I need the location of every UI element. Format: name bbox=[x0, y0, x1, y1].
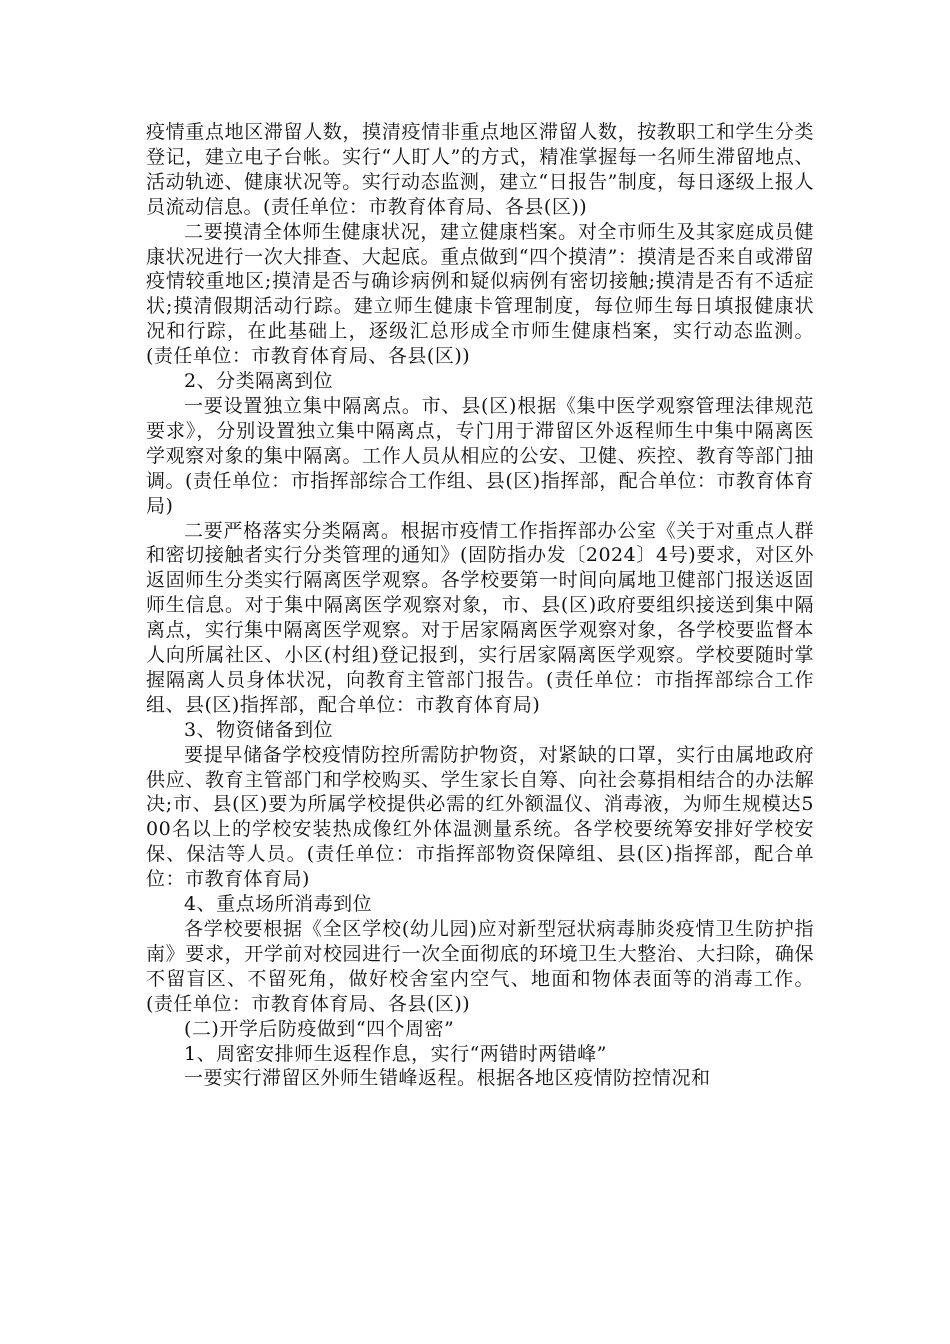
section-heading: 3、物资储备到位 bbox=[184, 718, 334, 741]
section-heading: 2、分类隔离到位 bbox=[184, 370, 334, 393]
paragraph: 各学校要根据《全区学校(幼儿园)应对新型冠状病毒肺炎疫情卫生防护指南》要求，开学前对校园进行一次全面彻底的环境卫生大整治、大扫除，确保不留盲区、不留死角，做好校舍室内空气、地面和物体表面等的消毒工作。(责任单位：市教育体育局、各县(区)) bbox=[146, 918, 814, 1015]
paragraph: 二要摸清全体师生健康状况，建立健康档案。对全市师生及其家庭成员健康状况进行一次大排查、大起底。重点做到“四个摸清”：摸清是否来自或滞留疫情较重地区;摸清是否与确诊病例和疑似病例有密切接触;摸清是否有不适症状;摸清假期活动行踪。建立师生健康卡管理制度，每位师生每日填报健康状况和行踪，在此基础上，逐级汇总形成全市师生健康档案，实行动态监测。(责任单位：市教育体育局、各县(区)) bbox=[146, 220, 814, 368]
paragraph: 疫情重点地区滞留人数，摸清疫情非重点地区滞留人数，按教职工和学生分类登记，建立电子台帐。实行“人盯人”的方式，精准掌握每一名师生滞留地点、活动轨迹、健康状况等。实行动态监测，建立“日报告”制度，每日逐级上报人员流动信息。(责任单位：市教育体育局、各县(区)) bbox=[146, 121, 814, 218]
paragraph: 一要设置独立集中隔离点。市、县(区)根据《集中医学观察管理法律规范要求》，分别设置独立集中隔离点，专门用于滞留区外返程师生中集中隔离医学观察对象的集中隔离。工作人员从相应的公安、卫健、疾控、教育等部门抽调。(责任单位：市指挥部综合工作组、县(区)指挥部，配合单位：市教育体育局) bbox=[146, 394, 814, 517]
paragraph: 要提早储备学校疫情防控所需防护物资，对紧缺的口罩，实行由属地政府供应、教育主管部门和学校购买、学生家长自筹、向社会募捐相结合的办法解决;市、县(区)要为所属学校提供必需的红外额温仪、消毒液，为师生规模达500名以上的学校安装热成像红外体温测量系统。各学校要统筹安排好学校安保、保洁等人员。(责任单位：市指挥部物资保障组、县(区)指挥部，配合单位：市教育体育局) bbox=[146, 743, 814, 891]
section-heading: 1、周密安排师生返程作息，实行“两错时两错峰” bbox=[184, 1042, 608, 1065]
document-body bbox=[146, 120, 814, 1091]
section-heading: (二)开学后防疫做到“四个周密” bbox=[184, 1017, 455, 1040]
paragraph: 二要严格落实分类隔离。根据市疫情工作指挥部办公室《关于对重点人群和密切接触者实行分类管理的通知》(固防指办发〔2024〕4号)要求，对区外返固师生分类实行隔离医学观察。各学校要第一时间向属地卫健部门报送返固师生信息。对于集中隔离医学观察对象，市、县(区)政府要组织接送到集中隔离点，实行集中隔离医学观察。对于居家隔离医学观察对象，各学校要监督本人向所属社区、小区(村组)登记报到，实行居家隔离医学观察。学校要随时掌握隔离人员身体状况，向教育主管部门报告。(责任单位：市指挥部综合工作组、县(区)指挥部，配合单位：市教育体育局) bbox=[146, 519, 814, 716]
section-heading: 4、重点场所消毒到位 bbox=[184, 893, 373, 916]
paragraph: 一要实行滞留区外师生错峰返程。根据各地区疫情防控情况和 bbox=[184, 1067, 711, 1090]
